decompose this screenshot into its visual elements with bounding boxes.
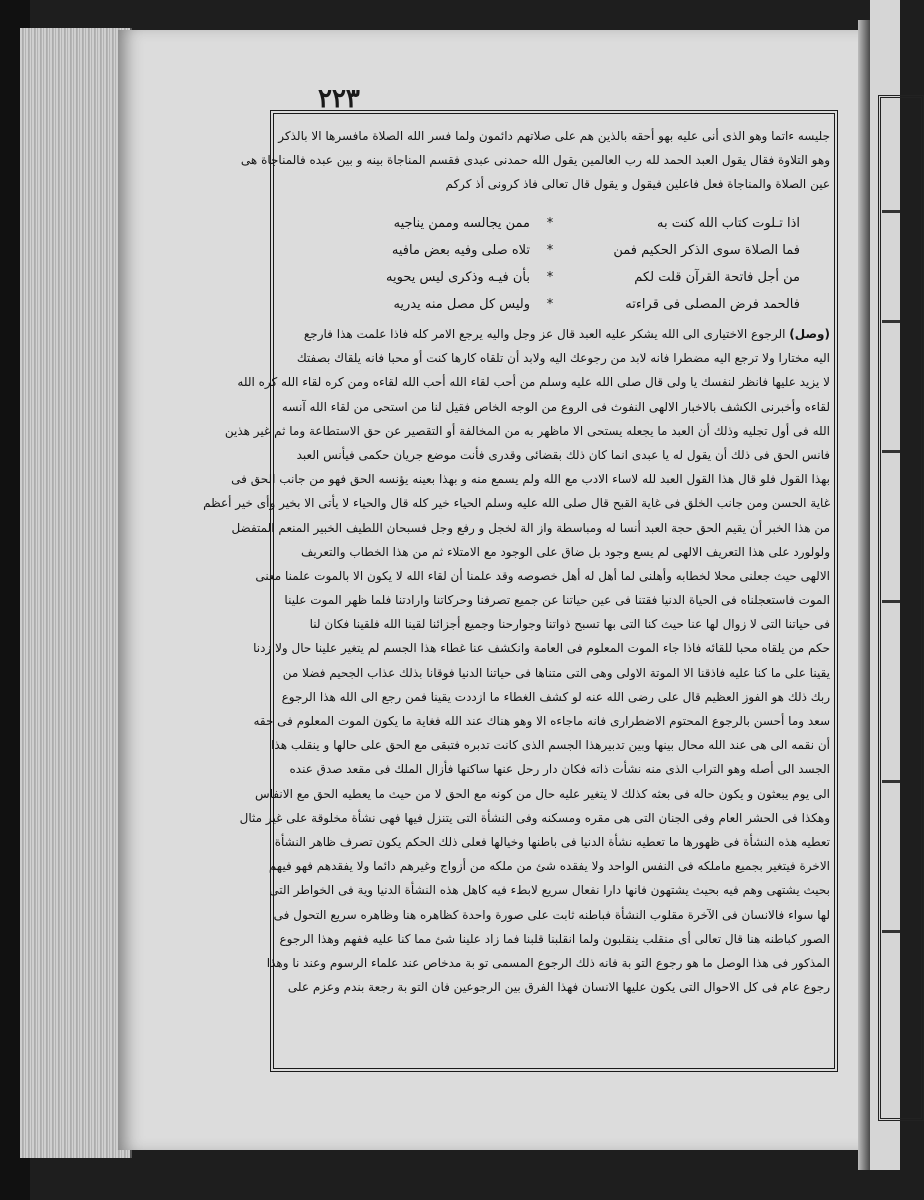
facing-text-mark — [882, 450, 900, 453]
text-line: غاية الحسن ومن جانب الخلق فى غاية القبح قال صلى الله عليه وسلم الحياء خير كله قال والحياء لا يأتى الا بخير وأى خير أعظم — [203, 496, 830, 511]
text-line: لقاءه وأخبرنى الكشف بالاخبار الالهى النفوث فى الروع من الوجه الخاص فقيل لنا من استحى من لقاء الله آنسه — [281, 399, 830, 414]
facing-page-frame — [878, 95, 924, 1121]
verse-row — [300, 237, 800, 264]
verse-first-half: من أجل فاتحة القرآن قلت لكم — [634, 270, 800, 285]
text-line — [282, 1023, 830, 1047]
facing-text-mark — [882, 320, 900, 323]
text-line — [282, 1048, 830, 1072]
text-line: وهو التلاوة فقال يقول العبد الحمد لله رب العالمين يقول الله حمدنى عبدى فقسم المناجاة بينه و بين عبده فالمناجاة هى — [240, 153, 830, 168]
verse-separator: * — [546, 297, 554, 312]
facing-text-mark — [882, 210, 900, 213]
section-marker: (وصل) — [789, 327, 830, 341]
verse-separator: * — [546, 270, 554, 285]
verse-first-half: فالحمد فرض المصلى فى قراءته — [625, 297, 800, 312]
verse-separator: * — [546, 243, 554, 258]
text-line: اليه مختارا ولا ترجع اليه مضطرا فانه لابد من رجوعك اليه ولابد أن تلقاه كارها كنت أو محبا فانه يلقاك بصفتك — [296, 351, 830, 366]
verse-second-half: تلاه صلى وفيه بعض مافيه — [391, 243, 530, 258]
text-line: فى حياتنا التى لا زوال لها عنا حيث كنا التى بها تسبح ذواتنا وجوارحنا وجميع أجزائنا لقينا الله فلقينا فكان لنا — [309, 617, 830, 632]
text-line: حكم من يلقاه محبا للقائه فاذا جاء الموت المعلوم فى العامة وانكشف عنا غطاء هذا الجسم لم يتغير علينا حال ولا زدنا — [253, 641, 830, 656]
text-line: الى يوم يبعثون و يكون حاله فى بعثه كذلك لا يتغير عليه حال من كونه مع الحق لا من حيث ما يعطيه الحق مع الانفاس — [255, 786, 830, 801]
text-line: الالهى حيث جعلنى محلا لخطابه وأهلنى لما أهل له أهل خصوصه وقد علمنا أن لقاء الله لا يكون الا بالموت علمنا معنى — [255, 568, 830, 583]
verse-separator: * — [546, 216, 554, 231]
text-line: ولولورد على هذا التعريف الالهى لم يسع وجود بل ضاق على الوجود مع الامتلاء ثم من هذا الخطاب والتعريف — [300, 544, 830, 559]
text-line: الجسد الى أصله وهو التراب الذى منه نشأت ذاته فكان دار رحل عنها ساكنها فأزال الملك فى مقعد صدق عنده — [289, 762, 830, 777]
verse-row — [300, 210, 800, 237]
text-line: الاخرة فيتغير بجميع ماملكه فى النفس الواحد ولا يفقده شئ من ملكه من أزواج وغيرهم دائما ولا يفقدهم فهو فيهم — [268, 859, 830, 874]
text-line: الله فى أول تجليه وذلك أن العبد ما يجعله يستحى الا ماظهر به من المخالفة أو التقصير عن حق الاستطاعة وما ثم غير هذين — [224, 423, 830, 438]
text-line: جليسه ءاتما وهو الذى أنى عليه بهو أحقه بالذين هم على صلاتهم دائمون ولما فسر الله الصلاة مافسرها الا بالذكر — [278, 129, 830, 143]
verse-first-half: اذا تـلوت كتاب الله كنت به — [657, 216, 800, 231]
text-line: رجوع عام فى كل الاحوال التى يكون عليها الانسان فهذا الفرق بين الرجوعين فان التو بة رجعة بندم وعزم على — [287, 980, 830, 995]
text-line: فانس الحق فى ذلك أن يقول له يا عبدى انما كان ذلك بقضائى وقدرى فأنت موضع جريان حكمى فيأنس العبد — [296, 447, 830, 462]
text-line — [282, 999, 830, 1023]
text-line: يقينا على ما كنا عليه فاذقنا الا الموتة الاولى وهى التى متناها فى حياتنا الدنيا فوقانا بذلك عذاب الجحيم فضلا من — [282, 665, 830, 680]
verse-second-half: ممن يجالسه وممن يناجيه — [393, 216, 530, 231]
verse-second-half: وليس كل مصل منه يدريه — [393, 297, 530, 312]
facing-page-fragment — [870, 0, 900, 1170]
text-line-content: الرجوع الاختيارى الى الله يشكر عليه العبد قال عز وجل واليه يرجع الامر كله فاذا علمت هذا فارجع — [303, 327, 786, 341]
text-line: وهكذا فى الحشر العام وفى الجنان التى هى مقره ومسكنه وفى النشأة التى يتنزل فيها فهى نشأة مخلوقة على غير مثال — [239, 810, 830, 825]
poem-verses — [300, 210, 800, 318]
text-line — [282, 322, 830, 346]
text-line: بحيث يشتهى وهم فيه بحيث يشتهون فانها دارا نفعال سريع لابطء فيه كاهل هذه النشأة الدنيا وية فى الخواطر التى — [269, 883, 830, 898]
text-line: الموت فاستعجلناه فى الحياة الدنيا فقتنا فى عين حياتنا عن جميع تصرفنا وحركاتنا وارادتنا فلما ظهر الموت علينا — [284, 593, 830, 608]
facing-text-mark — [882, 930, 900, 933]
intro-text — [240, 124, 830, 197]
text-line: أن نقمه الى هى عند الله محال بينها وبين تدبيرهذا الجسم الذى كانت تدبره فتبقى مع الحق على حالها و ينقلب هذا — [271, 738, 830, 753]
text-line: من هذا الخبر أن يقيم الحق حجة العبد أنسا له ومباسطة واز الة لخجل و رفع وجل فسبحان اللطيف الخبير المنعم المتفضل — [231, 520, 830, 535]
text-line: سعد وما أحسن بالرجوع المحتوم الاضطرارى فانه ماجاءه الا وهو هناك عند الله فغاية ما يكون الموت المعلوم فى حقه — [253, 714, 830, 728]
text-line: ربك ذلك هو الفوز العظيم قال على رضى الله عنه لو كشف الغطاء ما ازددت يقينا فمن رجع الى الله هذا الرجوع — [281, 689, 830, 704]
text-line: عين الصلاة والمناجاة فعل فاعلين فيقول و يقول قال تعالى فاذ كرونى أذ كركم — [445, 177, 830, 192]
main-text — [203, 322, 830, 1072]
text-line: بهذا القول فلو قال هذا القول العبد لله لاساء الادب مع الله ولم يسمع منه و بهذا بعينه يؤنسه الحق فهو من جانب الحق فى — [231, 472, 830, 487]
verse-first-half: فما الصلاة سوى الذكر الحكيم فمن — [613, 243, 800, 258]
page-number: ٢٢٣ — [318, 84, 360, 114]
text-line: لها سواء فالانسان فى الآخرة مقلوب النشأة فباطنه ثابت على صورة واحدة كظاهره هنا وظاهره سريع التحول فى — [273, 907, 830, 922]
verse-row — [300, 264, 800, 291]
facing-text-mark — [882, 600, 900, 603]
stacked-page-edges — [20, 28, 132, 1158]
text-line: لا يزيد عليها فانظر لنفسك يا ولى قال صلى الله عليه وسلم من أحب لقاء الله أحب الله لقاءه ومن كره لقاء الله كره الله — [237, 375, 830, 390]
verse-row — [300, 291, 800, 318]
text-line: المذكور فى هذا الوصل ما هو رجوع التو بة فانه ذلك الرجوع المسمى تو بة مدخاص عند علماء الرسوم وعند نا وهذا — [266, 955, 830, 970]
text-line: الصور كباطنه هنا قال تعالى أى منقلب ينقلبون ولما انقلبنا قلبنا فما زاد علينا شئ مما كنا عليه ففهم وهذا الرجوع — [279, 931, 830, 946]
text-line: تعطيه هذه النشأة فى ظهورها ما تعطيه نشأة الدنيا فى باطنها وخيالها فعلى ذلك الحكم يكون تصرف ظاهر النشأة — [274, 834, 830, 849]
verse-second-half: بأن فيـه وذكرى ليس يحويه — [386, 270, 530, 285]
facing-text-mark — [882, 780, 900, 783]
